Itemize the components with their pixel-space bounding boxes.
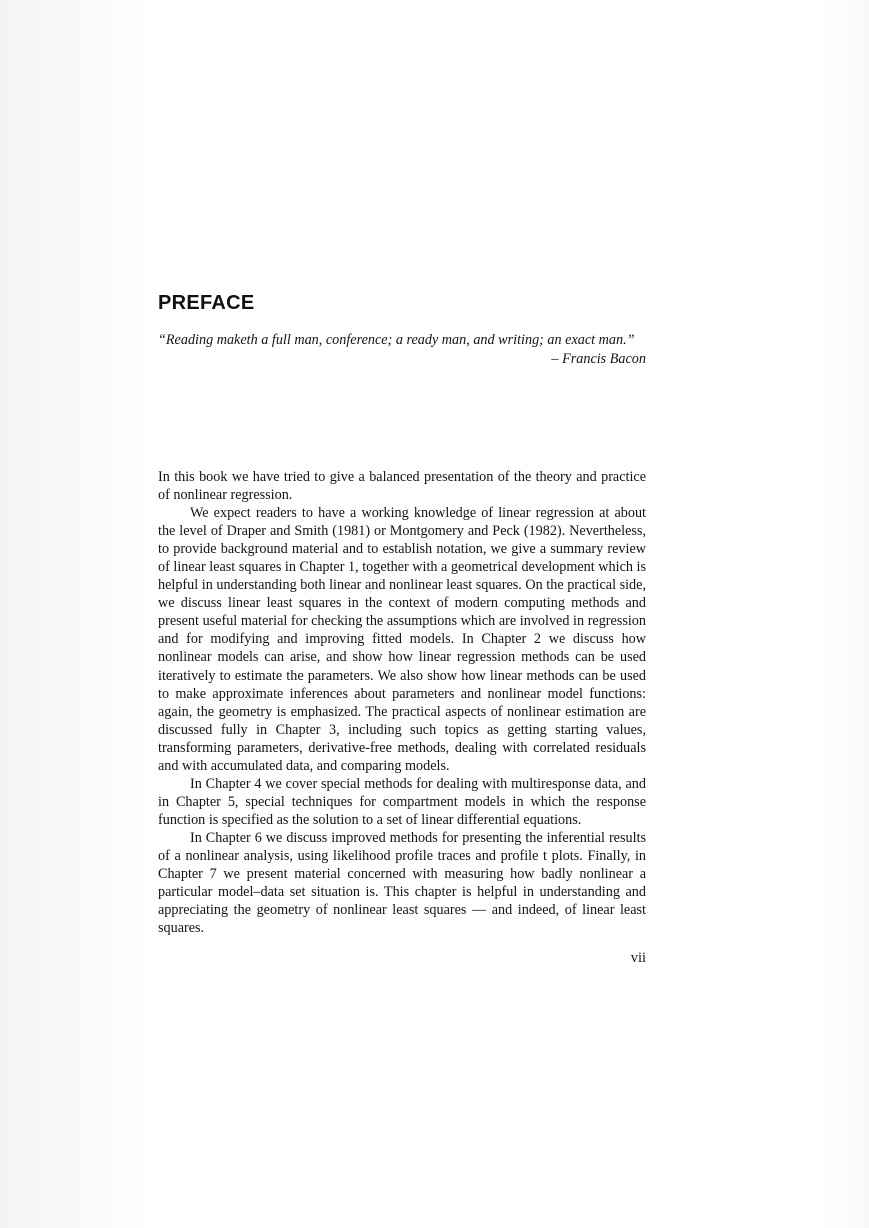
paragraph-chapters-6-7: In Chapter 6 we discuss improved methods for presenting the inferential results of a nonlinear analysis, using likelihood profile traces and profile t plots. Finally, in Chapter 7 we present material concerned with measuring how badly nonlinear a particular model–data set situation is. This chapter is helpful in understanding and appreciating the geometry of nonlinear least squares — and indeed, of linear least squares.: [158, 829, 646, 937]
paragraph-chapters-4-5: In Chapter 4 we cover special methods for dealing with multiresponse data, and in Chapter 5, special techniques for compartment models in which the response function is specified as the solution to a set of linear differential equations.: [158, 775, 646, 828]
preface-body: [158, 468, 646, 937]
epigraph-quote: “Reading maketh a full man, conference; a ready man, and writing; an exact man.”: [158, 332, 635, 348]
epigraph-author: – Francis Bacon: [551, 351, 646, 367]
epigraph: [158, 331, 646, 368]
page-number: vii: [630, 950, 646, 966]
preface-heading: PREFACE: [158, 292, 255, 314]
paragraph-overview: We expect readers to have a working knowledge of linear regression at about the level of Draper and Smith (1981) or Montgomery and Peck (1982). Nevertheless, to provide background material and to establish notation, we give a summary review of linear least squares in Chapter 1, together with a geometrical development which is helpful in understanding both linear and nonlinear least squares. On the practical side, we discuss linear least squares in the context of modern computing methods and present useful material for checking the assumptions which are involved in regression and for modifying and improving fitted models. In Chapter 2 we discuss how nonlinear models can arise, and show how linear regression methods can be used iteratively to estimate the parameters. We also show how linear methods can be used to make approximate inferences about parameters and nonlinear model functions: again, the geometry is emphasized. The practical aspects of nonlinear estimation are discussed fully in Chapter 3, including such topics as getting starting values, transforming parameters, derivative-free methods, dealing with correlated residuals and with accumulated data, and comparing models.: [158, 505, 646, 774]
paragraph-intro: In this book we have tried to give a balanced presentation of the theory and practice of nonlinear regression.: [158, 469, 646, 504]
